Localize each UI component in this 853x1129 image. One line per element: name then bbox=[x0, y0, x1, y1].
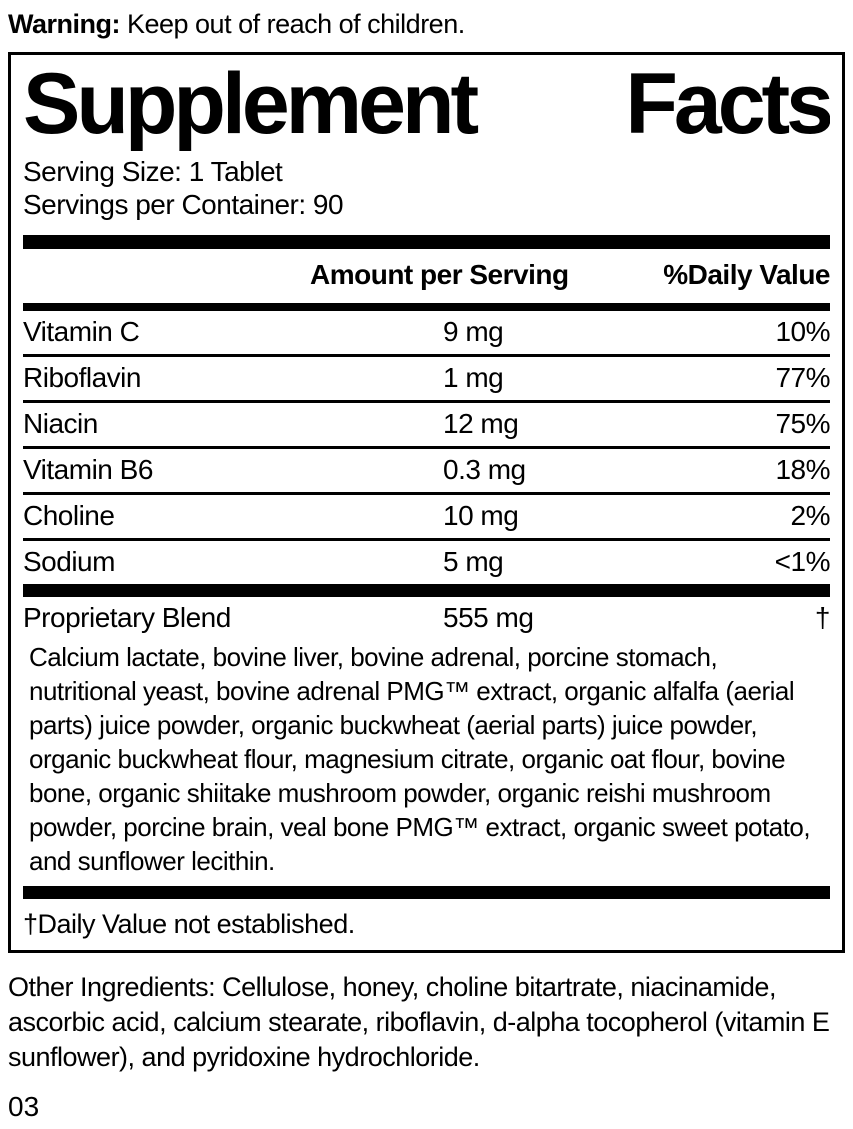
daily-value-header: %Daily Value bbox=[663, 259, 830, 290]
nutrient-name: Vitamin B6 bbox=[23, 454, 153, 485]
other-ingredients: Other Ingredients: Cellulose, honey, choline bitartrate, niacinamide, ascorbic acid, calcium stearate, riboflavin, d-alpha tocopherol (vitamin E sunflower), and pyridoxine hydrochloride. bbox=[8, 972, 830, 1072]
nutrient-row-vitamin-c bbox=[23, 311, 830, 354]
nutrient-name: Niacin bbox=[23, 408, 98, 439]
proprietary-blend-row bbox=[23, 597, 830, 640]
warning-line bbox=[8, 8, 845, 40]
nutrient-amount: 5 mg bbox=[443, 546, 504, 577]
divider-thick-blend bbox=[23, 584, 830, 597]
servings-per-container: Servings per Container: 90 bbox=[23, 189, 344, 220]
nutrient-dv: <1% bbox=[774, 546, 830, 577]
nutrient-amount: 1 mg bbox=[443, 362, 504, 393]
nutrient-dv: 10% bbox=[775, 316, 830, 347]
daily-value-footnote: †Daily Value not established. bbox=[23, 909, 355, 939]
nutrient-row-riboflavin bbox=[23, 354, 830, 400]
divider-thick-footnote bbox=[23, 886, 830, 899]
nutrient-amount: 9 mg bbox=[443, 316, 504, 347]
nutrient-name: Riboflavin bbox=[23, 362, 141, 393]
nutrient-row-niacin bbox=[23, 400, 830, 446]
nutrient-dv: 18% bbox=[775, 454, 830, 485]
nutrient-amount: 12 mg bbox=[443, 408, 519, 439]
blend-amount: 555 mg bbox=[443, 602, 534, 633]
column-header-row bbox=[23, 249, 830, 303]
supplement-facts-panel bbox=[8, 52, 845, 953]
panel-title: Supplement Facts bbox=[23, 59, 830, 152]
nutrient-amount: 0.3 mg bbox=[443, 454, 526, 485]
nutrient-row-choline bbox=[23, 492, 830, 538]
nutrient-row-sodium bbox=[23, 538, 830, 584]
blend-description: Calcium lactate, bovine liver, bovine adrenal, porcine stomach, nutritional yeast, bovine adrenal PMG™ extract, organic alfalfa (aerial parts) juice powder, organic buckwheat (aerial parts) juice powder, organic buckwheat flour, magnesium citrate, organic oat flour, bovine bone, organic shiitake mushroom powder, organic reishi mushroom powder, porcine brain, veal bone PMG™ extract, organic sweet potato, and sunflower lecithin. bbox=[29, 642, 811, 876]
warning-label: Warning: bbox=[8, 9, 120, 39]
warning-text: Keep out of reach of children. bbox=[119, 9, 465, 39]
label-code: 03 bbox=[8, 1091, 40, 1122]
nutrient-row-vitamin-b6 bbox=[23, 446, 830, 492]
amount-per-serving-header: Amount per Serving bbox=[310, 259, 569, 290]
divider-medium bbox=[23, 303, 830, 311]
serving-size: Serving Size: 1 Tablet bbox=[23, 156, 283, 187]
nutrient-dv: 75% bbox=[775, 408, 830, 439]
nutrient-name: Vitamin C bbox=[23, 316, 140, 347]
blend-name: Proprietary Blend bbox=[23, 602, 231, 633]
nutrient-name: Choline bbox=[23, 500, 115, 531]
nutrient-amount: 10 mg bbox=[443, 500, 519, 531]
nutrient-dv: 2% bbox=[790, 500, 830, 531]
nutrient-name: Sodium bbox=[23, 546, 115, 577]
dagger-symbol: † bbox=[814, 602, 830, 633]
divider-thick-top bbox=[23, 235, 830, 249]
nutrient-dv: 77% bbox=[775, 362, 830, 393]
